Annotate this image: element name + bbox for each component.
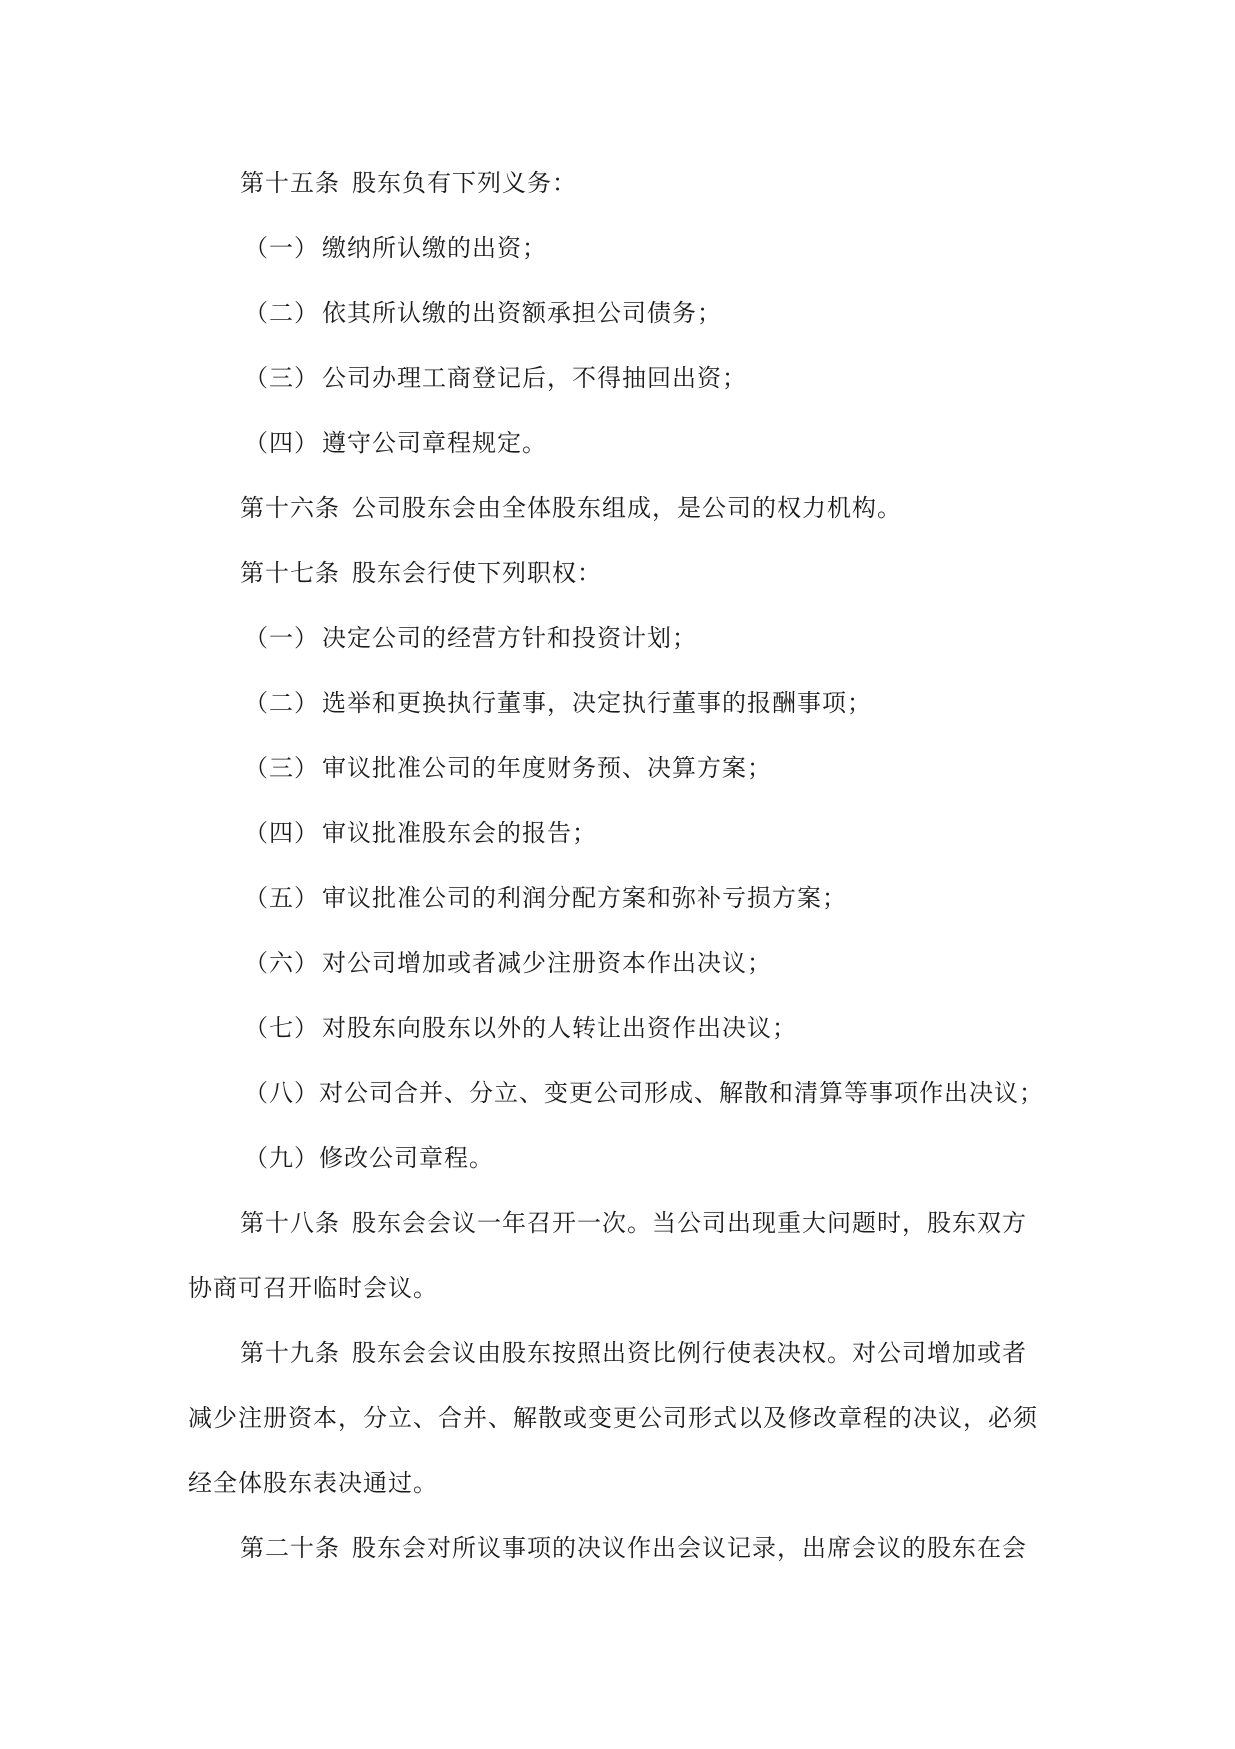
item-number: （七） — [244, 1014, 319, 1042]
item-number: （四） — [244, 429, 319, 457]
item-text: 审议批准公司的利润分配方案和弥补亏损方案； — [322, 884, 847, 912]
item-text: 对股东向股东以外的人转让出资作出决议； — [322, 1014, 797, 1042]
item-text: 遵守公司章程规定。 — [322, 429, 547, 457]
list-item — [244, 686, 872, 720]
list-item — [244, 881, 847, 915]
article-18-line-1 — [240, 1206, 1027, 1240]
item-number: （六） — [244, 949, 319, 977]
item-text: 缴纳所认缴的出资； — [322, 234, 547, 262]
article-number: 第十六条 — [240, 494, 340, 522]
list-item — [244, 621, 697, 655]
item-number: （五） — [244, 884, 319, 912]
article-18-line-2 — [188, 1271, 438, 1305]
article-text: 股东负有下列义务： — [352, 169, 577, 197]
article-17-heading — [240, 556, 602, 590]
list-item — [244, 946, 772, 980]
item-number: （三） — [244, 754, 319, 782]
article-number: 第十七条 — [240, 559, 340, 587]
list-item — [244, 1011, 797, 1045]
item-number: （二） — [244, 299, 319, 327]
item-number: （八） — [244, 1079, 319, 1107]
item-number: （三） — [244, 364, 319, 392]
article-19-line-3 — [188, 1466, 438, 1500]
item-text: 审议批准股东会的报告； — [322, 819, 597, 847]
article-text: 股东会对所议事项的决议作出会议记录，出席会议的股东在会 — [352, 1534, 1027, 1562]
item-text: 决定公司的经营方针和投资计划； — [322, 624, 697, 652]
list-item — [244, 426, 547, 460]
item-number: （一） — [244, 234, 319, 262]
item-text: 公司办理工商登记后，不得抽回出资； — [322, 364, 747, 392]
article-16 — [240, 491, 902, 525]
article-15-heading — [240, 166, 577, 200]
article-text: 股东会会议由股东按照出资比例行使表决权。对公司增加或者 — [352, 1339, 1027, 1367]
article-number: 第十八条 — [240, 1209, 340, 1237]
article-19-line-2 — [188, 1401, 1038, 1435]
list-item — [244, 1076, 1044, 1110]
item-text: 对公司增加或者减少注册资本作出决议； — [322, 949, 772, 977]
item-text: 依其所认缴的出资额承担公司债务； — [322, 299, 722, 327]
list-item — [244, 816, 597, 850]
item-number: （四） — [244, 819, 319, 847]
article-number: 第二十条 — [240, 1534, 340, 1562]
list-item — [244, 751, 772, 785]
article-text: 减少注册资本，分立、合并、解散或变更公司形式以及修改章程的决议，必须 — [188, 1404, 1038, 1432]
item-number: （一） — [244, 624, 319, 652]
item-text: 选举和更换执行董事，决定执行董事的报酬事项； — [322, 689, 872, 717]
item-text: 修改公司章程。 — [319, 1144, 494, 1172]
item-text: 对公司合并、分立、变更公司形成、解散和清算等事项作出决议； — [319, 1079, 1044, 1107]
article-text: 股东会会议一年召开一次。当公司出现重大问题时，股东双方 — [352, 1209, 1027, 1237]
item-number: （九） — [244, 1144, 319, 1172]
list-item — [244, 361, 747, 395]
article-text: 公司股东会由全体股东组成，是公司的权力机构。 — [352, 494, 902, 522]
list-item — [244, 296, 722, 330]
article-20-line-1 — [240, 1531, 1027, 1565]
article-19-line-1 — [240, 1336, 1027, 1370]
list-item — [244, 1141, 494, 1175]
article-number: 第十九条 — [240, 1339, 340, 1367]
article-text: 经全体股东表决通过。 — [188, 1469, 438, 1497]
item-text: 审议批准公司的年度财务预、决算方案； — [322, 754, 772, 782]
article-number: 第十五条 — [240, 169, 340, 197]
article-text: 协商可召开临时会议。 — [188, 1274, 438, 1302]
list-item — [244, 231, 547, 265]
article-text: 股东会行使下列职权： — [352, 559, 602, 587]
item-number: （二） — [244, 689, 319, 717]
